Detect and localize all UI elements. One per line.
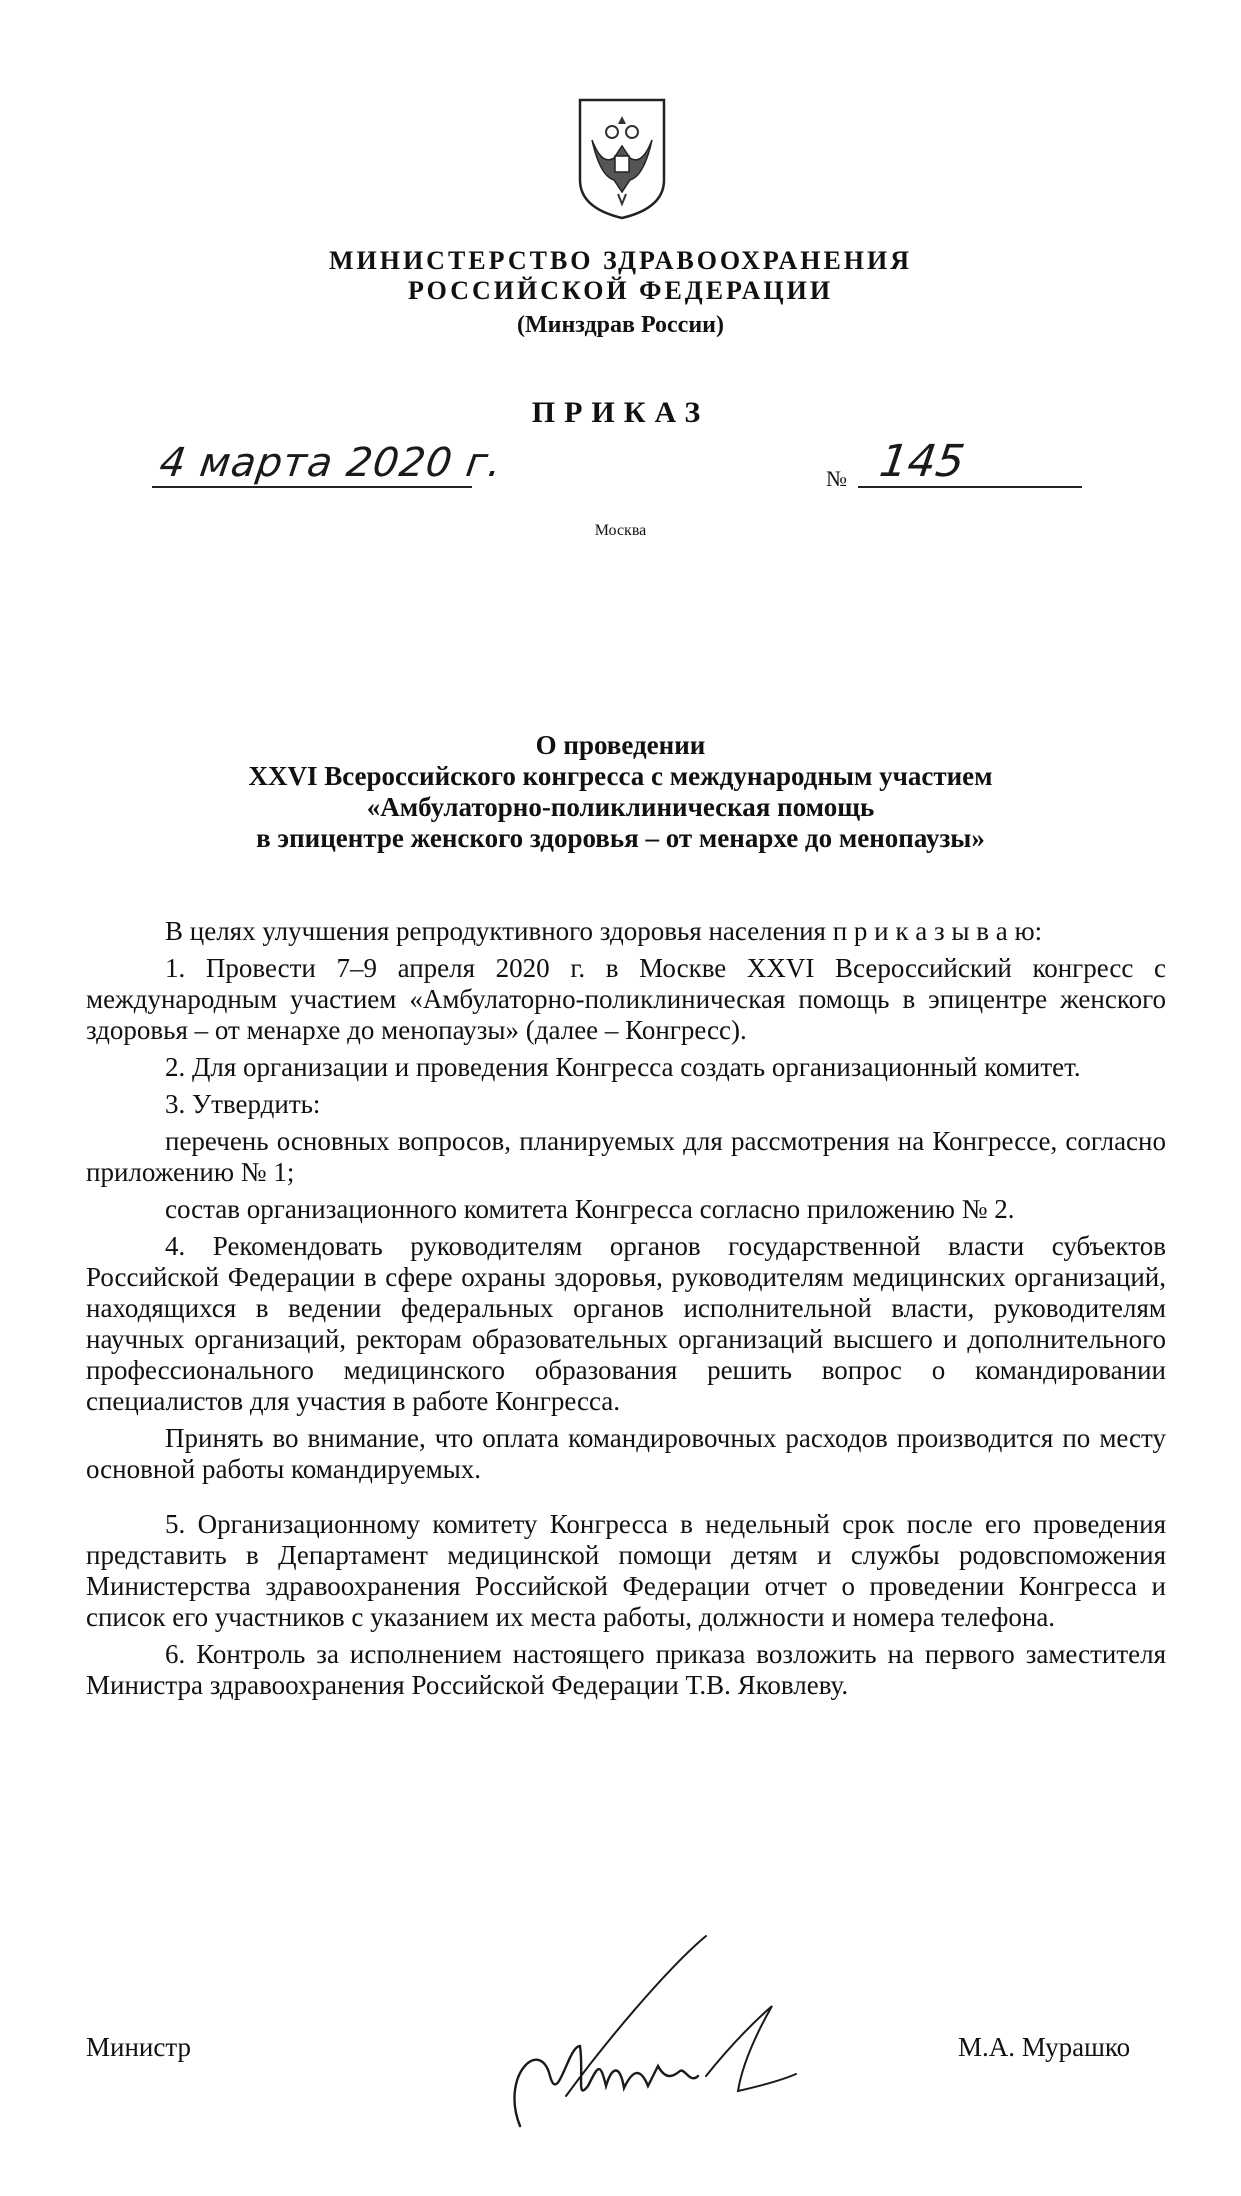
order-title xyxy=(0,730,1241,854)
document-type: ПРИКАЗ xyxy=(531,396,710,429)
title-line-1: О проведении xyxy=(535,730,706,760)
handwritten-order-number: 145 xyxy=(876,436,968,487)
intro-paragraph: В целях улучшения репродуктивного здоровья населения п р и к а з ы в а ю: xyxy=(165,916,1043,946)
item-1-paragraph: 1. Провести 7–9 апреля 2020 г. в Москве XXVI Всероссийский конгресс с международным участием «Амбулаторно-поликлиническая помощь в эпицентре женского здоровья – от менархе до менопаузы» (далее – Конгресс). xyxy=(86,953,1166,1045)
title-line-4: в эпицентре женского здоровья – от менархе до менопаузы» xyxy=(256,823,985,853)
city-label: Москва xyxy=(594,522,647,539)
signer-name: М.А. Мурашко xyxy=(958,2032,1131,2062)
item-3-paragraph: 3. Утвердить: xyxy=(165,1089,321,1119)
title-line-3: «Амбулаторно-поликлиническая помощь xyxy=(366,792,875,822)
item-5-paragraph: 5. Организационному комитету Конгресса в недельный срок после его проведения представить в Департамент медицинской помощи детям и службы родовспоможения Министерства здравоохранения Российской Федерации отчет о проведении Конгресса и список его участников с указанием их места работы, должности и номера телефона. xyxy=(86,1509,1166,1632)
ministry-short-name: (Минздрав России) xyxy=(517,312,724,338)
item-3b-paragraph: состав организационного комитета Конгресса согласно приложению № 2. xyxy=(165,1194,1015,1224)
number-sign: № xyxy=(826,466,847,491)
item-4b-paragraph: Принять во внимание, что оплата командировочных расходов производится по месту основной работы командируемых. xyxy=(86,1423,1166,1484)
item-6-paragraph: 6. Контроль за исполнением настоящего приказа возложить на первого заместителя Министра здравоохранения Российской Федерации Т.В. Яковлеву. xyxy=(86,1639,1166,1700)
handwritten-date: 4 марта 2020 г. xyxy=(156,440,506,486)
order-body xyxy=(86,916,1166,1707)
item-2-paragraph: 2. Для организации и проведения Конгресса создать организационный комитет. xyxy=(165,1052,1081,1082)
ministry-name-line2: РОССИЙСКОЙ ФЕДЕРАЦИИ xyxy=(407,276,834,305)
ministry-name-line1: МИНИСТЕРСТВО ЗДРАВООХРАНЕНИЯ xyxy=(328,246,913,275)
handwritten-signature xyxy=(480,1926,810,2136)
date-underline xyxy=(152,486,472,488)
title-line-2: XXVI Всероссийского конгресса с международным участием xyxy=(248,761,993,791)
item-3a-paragraph: перечень основных вопросов, планируемых для рассмотрения на Конгрессе, согласно приложению № 1; xyxy=(86,1126,1166,1187)
item-4-paragraph: 4. Рекомендовать руководителям органов государственной власти субъектов Российской Федерации в сфере охраны здоровья, руководителям медицинских организаций, находящихся в ведении федеральных органов исполнительной власти, руководителям научных организаций, ректорам образовательных организаций высшего и дополнительного профессионального медицинского образования решить вопрос о командировании специалистов для участия в работе Конгресса. xyxy=(86,1231,1166,1416)
signer-role: Министр xyxy=(86,2032,191,2062)
coat-of-arms-emblem-icon xyxy=(574,96,670,222)
